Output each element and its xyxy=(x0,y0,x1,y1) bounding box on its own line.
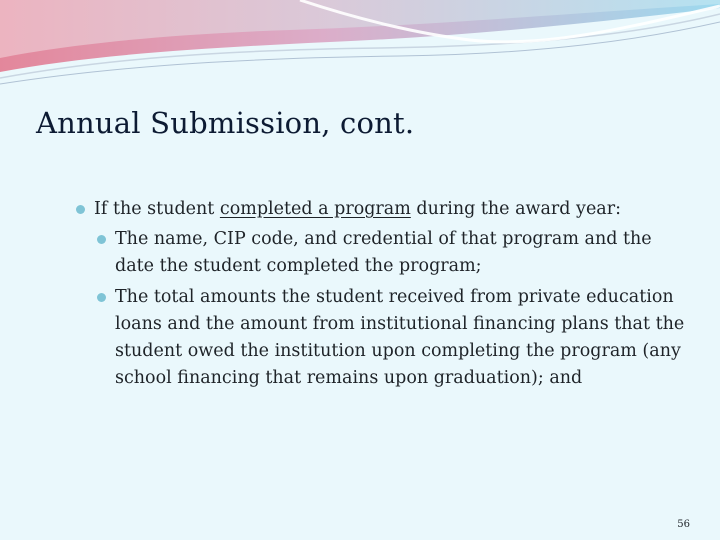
slide-title: Annual Submission, cont. xyxy=(36,106,415,140)
bullet-intro-underlined: completed a program xyxy=(219,199,411,219)
sub-bullet-list xyxy=(95,226,694,392)
sub-bullet-item xyxy=(95,284,694,392)
sub-bullet-text: The total amounts the student received from private education loans and the amount from institutional financing plans that the student owed the institution upon completing the program (any school financing that remains upon graduation); and xyxy=(115,287,685,388)
header-wave-decoration xyxy=(0,0,720,90)
bullet-intro-text-start: If the student xyxy=(94,199,220,219)
bullet-intro xyxy=(74,196,694,223)
bullet-dot-icon xyxy=(76,205,85,214)
bullet-dot-icon xyxy=(97,293,106,302)
bullet-dot-icon xyxy=(97,235,106,244)
slide-body xyxy=(74,196,694,396)
sub-bullet-item xyxy=(95,226,694,280)
sub-bullet-text: The name, CIP code, and credential of that program and the date the student completed the program; xyxy=(115,229,652,276)
page-number: 56 xyxy=(677,519,690,530)
bullet-intro-text-end: during the award year: xyxy=(410,199,621,219)
